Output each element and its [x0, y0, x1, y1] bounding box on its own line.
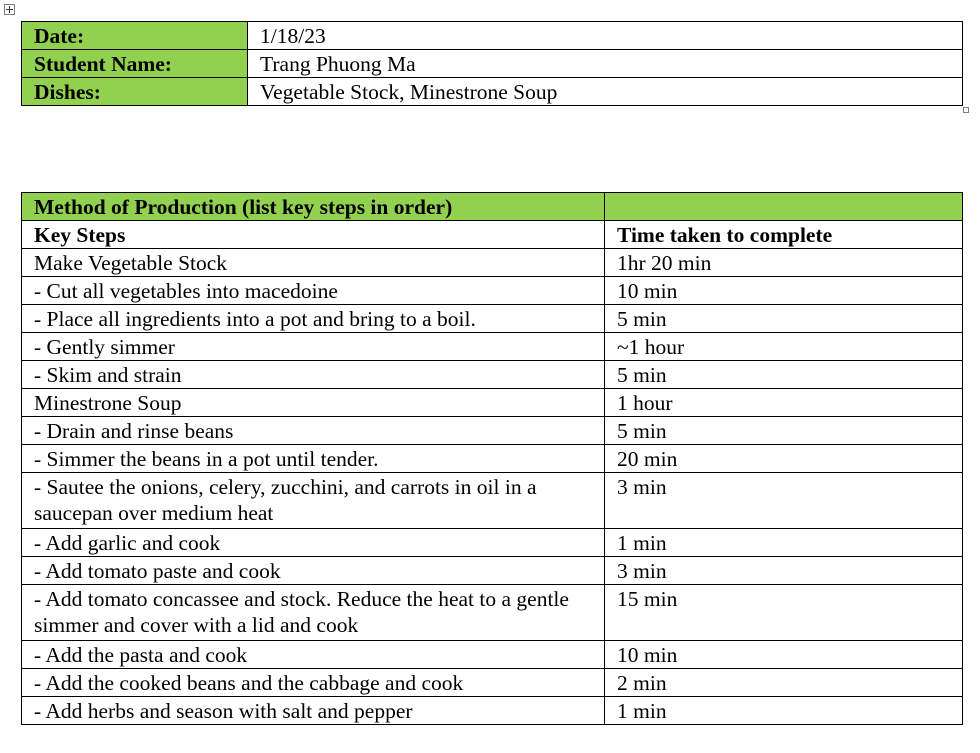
time-cell[interactable]: 10 min	[605, 277, 963, 305]
table-row	[22, 697, 963, 725]
info-table	[21, 21, 963, 106]
method-title: Method of Production (list key steps in order)	[22, 193, 605, 221]
time-cell[interactable]: 2 min	[605, 669, 963, 697]
time-cell[interactable]: 10 min	[605, 641, 963, 669]
table-move-handle-icon[interactable]	[4, 4, 15, 15]
table-row	[22, 669, 963, 697]
step-cell[interactable]: - Add tomato concassee and stock. Reduce the heat to a gentle simmer and cover with a lid and cook	[22, 585, 605, 641]
time-cell[interactable]: 15 min	[605, 585, 963, 641]
time-cell[interactable]: 3 min	[605, 473, 963, 529]
time-cell[interactable]: 20 min	[605, 445, 963, 473]
table-row	[22, 277, 963, 305]
method-title-row	[22, 193, 963, 221]
student-name-value[interactable]: Trang Phuong Ma	[248, 50, 963, 78]
step-cell[interactable]: - Add herbs and season with salt and pepper	[22, 697, 605, 725]
step-cell[interactable]: - Add garlic and cook	[22, 529, 605, 557]
step-cell[interactable]: - Sautee the onions, celery, zucchini, and carrots in oil in a saucepan over medium heat	[22, 473, 605, 529]
time-cell[interactable]: 5 min	[605, 361, 963, 389]
table-row	[22, 389, 963, 417]
dishes-label: Dishes:	[22, 78, 248, 106]
time-cell[interactable]: 1hr 20 min	[605, 249, 963, 277]
info-row-dishes	[22, 78, 963, 106]
step-cell[interactable]: - Gently simmer	[22, 333, 605, 361]
step-cell[interactable]: - Cut all vegetables into macedoine	[22, 277, 605, 305]
dishes-value[interactable]: Vegetable Stock, Minestrone Soup	[248, 78, 963, 106]
date-label: Date:	[22, 22, 248, 50]
table-resize-handle-icon[interactable]	[963, 107, 969, 113]
step-cell[interactable]: - Add tomato paste and cook	[22, 557, 605, 585]
step-cell[interactable]: Make Vegetable Stock	[22, 249, 605, 277]
student-name-label: Student Name:	[22, 50, 248, 78]
table-row	[22, 305, 963, 333]
step-cell[interactable]: - Simmer the beans in a pot until tender.	[22, 445, 605, 473]
method-column-header-row	[22, 221, 963, 249]
step-cell[interactable]: - Add the cooked beans and the cabbage and cook	[22, 669, 605, 697]
table-row	[22, 557, 963, 585]
time-cell[interactable]: ~1 hour	[605, 333, 963, 361]
table-row	[22, 445, 963, 473]
method-table	[21, 192, 963, 725]
table-row	[22, 473, 963, 529]
info-row-student-name	[22, 50, 963, 78]
date-value[interactable]: 1/18/23	[248, 22, 963, 50]
time-cell[interactable]: 1 hour	[605, 389, 963, 417]
step-cell[interactable]: - Add the pasta and cook	[22, 641, 605, 669]
info-row-date	[22, 22, 963, 50]
table-row	[22, 641, 963, 669]
step-cell[interactable]: - Drain and rinse beans	[22, 417, 605, 445]
time-cell[interactable]: 5 min	[605, 417, 963, 445]
time-cell[interactable]: 1 min	[605, 529, 963, 557]
time-cell[interactable]: 3 min	[605, 557, 963, 585]
time-header: Time taken to complete	[605, 221, 963, 249]
time-cell[interactable]: 5 min	[605, 305, 963, 333]
table-row	[22, 249, 963, 277]
table-row	[22, 585, 963, 641]
step-cell[interactable]: Minestrone Soup	[22, 389, 605, 417]
table-row	[22, 529, 963, 557]
time-cell[interactable]: 1 min	[605, 697, 963, 725]
table-row	[22, 333, 963, 361]
key-steps-header: Key Steps	[22, 221, 605, 249]
table-row	[22, 361, 963, 389]
table-row	[22, 417, 963, 445]
method-title-empty-cell[interactable]	[605, 193, 963, 221]
step-cell[interactable]: - Skim and strain	[22, 361, 605, 389]
step-cell[interactable]: - Place all ingredients into a pot and bring to a boil.	[22, 305, 605, 333]
